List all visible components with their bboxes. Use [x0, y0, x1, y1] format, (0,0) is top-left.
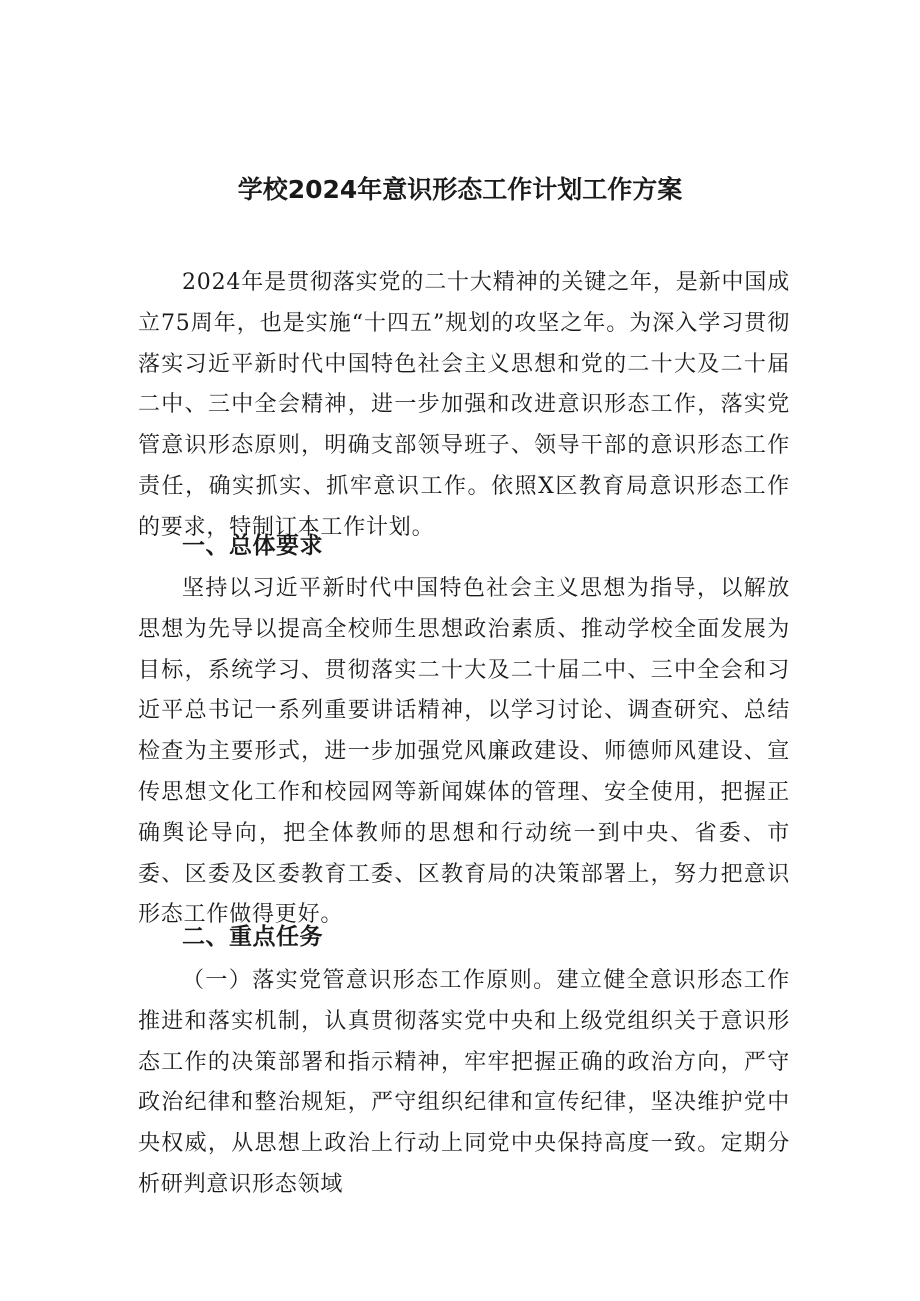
document-title: 学校2024年意识形态工作计划工作方案: [237, 175, 683, 204]
section-heading-general-requirements: 一、总体要求: [182, 533, 323, 559]
intro-paragraph: 2024年是贯彻落实党的二十大精神的关键之年，是新中国成立75周年，也是实施“十四五”规划的攻坚之年。为深入学习贯彻落实习近平新时代中国特色社会主义思想和党的二十大及二十届二中、三中全会精神，进一步加强和改进意识形态工作，落实党管意识形态原则，明确支部领导班子、领导干部的意识形态工作责任，确实抓实、抓牢意识工作。依照X区教育局意识形态工作的要求，特制订本工作计划。: [138, 270, 790, 540]
section-paragraph-general-requirements: 坚持以习近平新时代中国特色社会主义思想为指导，以解放思想为先导以提高全校师生思想政治素质、推动学校全面发展为目标，系统学习、贯彻落实二十大及二十届二中、三中全会和习近平总书记一系列重要讲话精神，以学习讨论、调查研究、总结检查为主要形式，进一步加强党风廉政建设、师德师风建设、宣传思想文化工作和校园网等新闻媒体的管理、安全使用，把握正确舆论导向，把全体教师的思想和行动统一到中央、省委、市委、区委及区委教育工委、区教育局的决策部署上，努力把意识形态工作做得更好。: [138, 576, 790, 928]
section-heading-key-tasks: 二、重点任务: [182, 924, 323, 950]
section-paragraph-key-tasks: （一）落实党管意识形态工作原则。建立健全意识形态工作推进和落实机制，认真贯彻落实党中央和上级党组织关于意识形态工作的决策部署和指示精神，牢牢把握正确的政治方向，严守政治纪律和整治规矩，严守组织纪律和宣传纪律，坚决维护党中央权威，从思想上政治上行动上同党中央保持高度一致。定期分析研判意识形态领域: [138, 968, 790, 1197]
